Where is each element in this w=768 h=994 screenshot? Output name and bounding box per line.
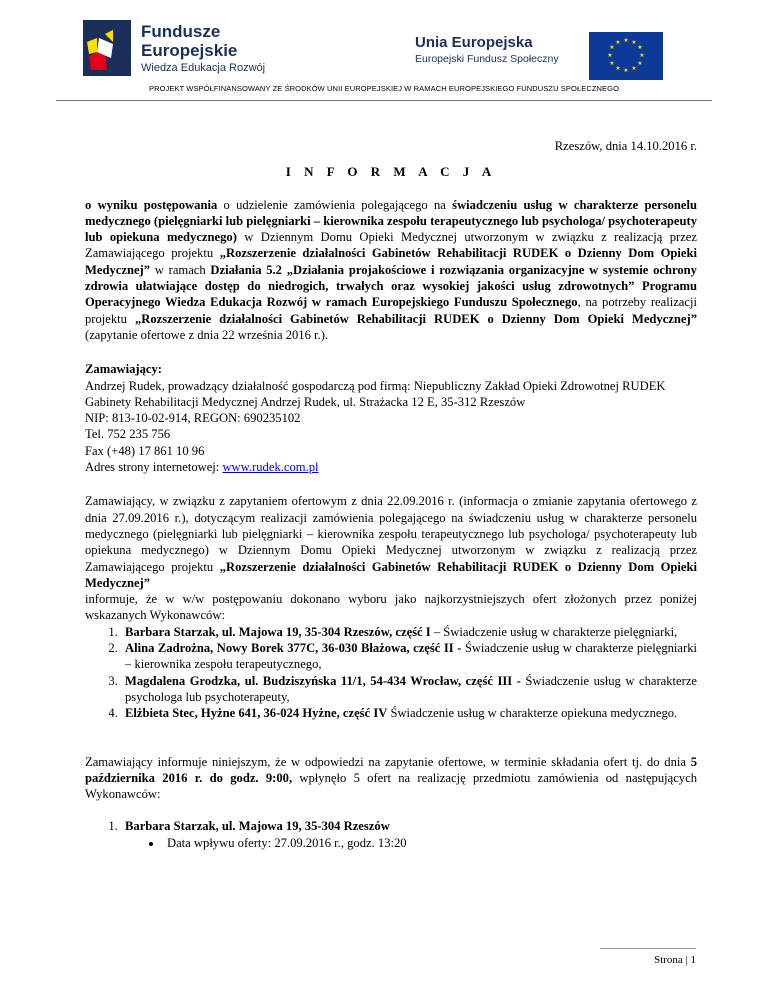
ue-logo-line1: Unia Europejska [415, 34, 533, 51]
fe-logo-line1: Fundusze [141, 22, 221, 41]
para3-b1: 5 października 2016 r. do godz. 9:00, [85, 754, 697, 785]
winner-3-rest: Świadczenie usług w charakterze psychologa lub psychoterapeuty, [125, 673, 698, 704]
para2-t1: Zamawiający, w związku z zapytaniem ofertowym z dnia 22.09.2016 r. (informacja o zmianie zapytania ofertowego z dnia 27.09.2016 r.), dotyczącym realizacji zamówienia polegającego na świadczeniu usług w charakterze personelu medycznego (pielęgniarki lub pielęgniarki – kierownika zespołu terapeutycznego lub psychologa/ psychoterapeuty lub opiekuna medycznego) w Dziennym Domu Opieki Medycznej utworzonym w związku z realizacją przez Zamawiającego projektu [85, 494, 697, 574]
svg-text:★: ★ [609, 60, 615, 67]
para3-t2: wpłynęło 5 ofert na realizację przedmiotu zamówienia od następujących Wykonawców: [85, 770, 697, 802]
svg-text:★: ★ [639, 52, 645, 59]
orderer-www-label: Adres strony internetowej: [85, 460, 223, 475]
list-item [121, 673, 697, 706]
offers-list [85, 818, 697, 851]
svg-text:★: ★ [623, 67, 629, 74]
svg-text:★: ★ [609, 44, 615, 51]
unia-europejska-logo [415, 34, 685, 78]
fe-flag-icon [83, 20, 131, 76]
orderer-fax: Fax (+48) 17 861 10 96 [85, 443, 205, 458]
eu-flag-icon [589, 32, 663, 80]
header-divider [56, 100, 712, 101]
footer-divider [600, 948, 696, 949]
offer-1-date: • Data wpływu oferty: 27.09.2016 r., godz. 13:20 [163, 835, 697, 851]
fe-logo-line2: Europejskie [141, 41, 238, 60]
winner-1-bold: Barbara Starzak, ul. Majowa 19, 35-304 Rzeszów, część I [125, 624, 431, 639]
para2-t2: informuje, że w w/w postępowaniu dokonano wyboru jako najkorzystniejszych ofert złożonych przez poniżej wskazanych Wykonawców: [85, 592, 697, 623]
fe-logo-line3: Wiedza Edukacja Rozwój [141, 62, 266, 74]
svg-text:★: ★ [637, 44, 643, 51]
winner-2-rest: Świadczenie usług w charakterze pielęgniarki – kierownika zespołu terapeutycznego, [125, 641, 697, 672]
intro-b4: Działania 5.2 „Działania projakościowe i rozwiązania organizacyjne w systemie ochrony zdrowia ułatwiające dostęp do niedrogich, trwałych oraz wysokiej jakości usług zdrowotnych” Programu Operacyjnego Wiedza Edukacja Rozwój w ramach Europejskiego Funduszu Społecznego [85, 262, 697, 310]
orderer-block [85, 361, 697, 475]
intro-t3: w ramach [150, 262, 211, 277]
list-item [121, 818, 697, 851]
winner-3-bold: Magdalena Grodzka, ul. Budziszyńska 11/1, 54-434 Wrocław, część III - [125, 673, 521, 688]
svg-text:★: ★ [623, 37, 629, 44]
fundusze-europejskie-logo [83, 20, 283, 76]
winner-4-rest: Świadczenie usług w charakterze opiekuna medycznego. [387, 706, 678, 721]
intro-b3: „Rozszerzenie działalności Gabinetów Rehabilitacji RUDEK o Dzienny Dom Opieki Medycznej” [85, 246, 698, 277]
page-number: Strona | 1 [654, 954, 696, 966]
winner-2-bold: Alina Zadrożna, Nowy Borek 377C, 36-030 Błażowa, część II - [125, 641, 462, 656]
orderer-website-link[interactable]: www.rudek.com.pl [222, 460, 319, 475]
selection-paragraph [85, 493, 697, 623]
intro-paragraph [85, 197, 697, 344]
intro-t2: w Dziennym Domu Opieki Medycznej utworzonym w związku z realizacją przez Zamawiającego projektu [85, 230, 697, 261]
project-cofinancing-line: PROJEKT WSPÓŁFINANSOWANY ZE ŚRODKÓW UNII EUROPEJSKIEJ W RAMACH EUROPEJSKIEGO FUNDUSZU SPOŁECZNEGO [148, 84, 620, 93]
offer-1-name: Barbara Starzak, ul. Majowa 19, 35-304 Rzeszów [125, 819, 390, 834]
list-item [121, 640, 697, 673]
svg-text:★: ★ [631, 65, 637, 72]
orderer-heading: Zamawiający: [85, 362, 162, 377]
offers-paragraph [85, 754, 697, 803]
svg-text:★: ★ [615, 39, 621, 46]
intro-t5: (zapytanie ofertowe z dnia 22 września 2016 r.). [85, 327, 329, 342]
intro-b1: o wyniku postępowania [85, 197, 218, 212]
winner-1-rest: – Świadczenie usług w charakterze pielęgniarki, [430, 624, 678, 639]
svg-text:★: ★ [615, 65, 621, 72]
intro-b2: świadczeniu usług w charakterze personelu medycznego (pielęgniarki lub pielęgniarki – kierownika zespołu terapeutycznego lub psychologa/ psychoterapeuty lub opiekuna medycznego) [85, 197, 697, 245]
ue-logo-line2: Europejski Fundusz Społeczny [415, 53, 559, 65]
svg-text:★: ★ [607, 52, 613, 59]
para2-b1: „Rozszerzenie działalności Gabinetów Rehabilitacji RUDEK o Dzienny Dom Opieki Medycznej” [85, 559, 698, 590]
orderer-line1: Andrzej Rudek, prowadzący działalność gospodarczą pod firmą: Niepubliczny Zakład Opieki Zdrowotnej RUDEK Gabinety Rehabilitacji Medycznej Andrzej Rudek, ul. Strażacka 12 E, 35-312 Rzeszów [85, 378, 666, 409]
document-body [85, 138, 697, 851]
winner-4-bold: Elżbieta Stec, Hyżne 641, 36-024 Hyżne, część IV [125, 706, 388, 721]
document-title: I N F O R M A C J A [285, 164, 497, 180]
intro-t4: , na potrzeby realizacji projektu [85, 295, 697, 326]
para3-t1: Zamawiający informuje niniejszym, że w odpowiedzi na zapytanie ofertowe, w terminie składania ofert tj. do dnia [85, 754, 691, 769]
orderer-tel: Tel. 752 235 756 [85, 427, 171, 442]
list-item [121, 624, 697, 640]
document-date: Rzeszów, dnia 14.10.2016 r. [554, 139, 697, 153]
orderer-nip: NIP: 813-10-02-914, REGON: 690235102 [85, 411, 301, 426]
intro-t1: o udzielenie zamówienia polegającego na [217, 197, 453, 212]
svg-text:★: ★ [637, 60, 643, 67]
svg-text:★: ★ [631, 39, 637, 46]
winners-list [85, 624, 697, 722]
intro-b5: „Rozszerzenie działalności Gabinetów Rehabilitacji RUDEK o Dzienny Dom Opieki Medycznej” [134, 311, 697, 326]
list-item [121, 705, 697, 721]
